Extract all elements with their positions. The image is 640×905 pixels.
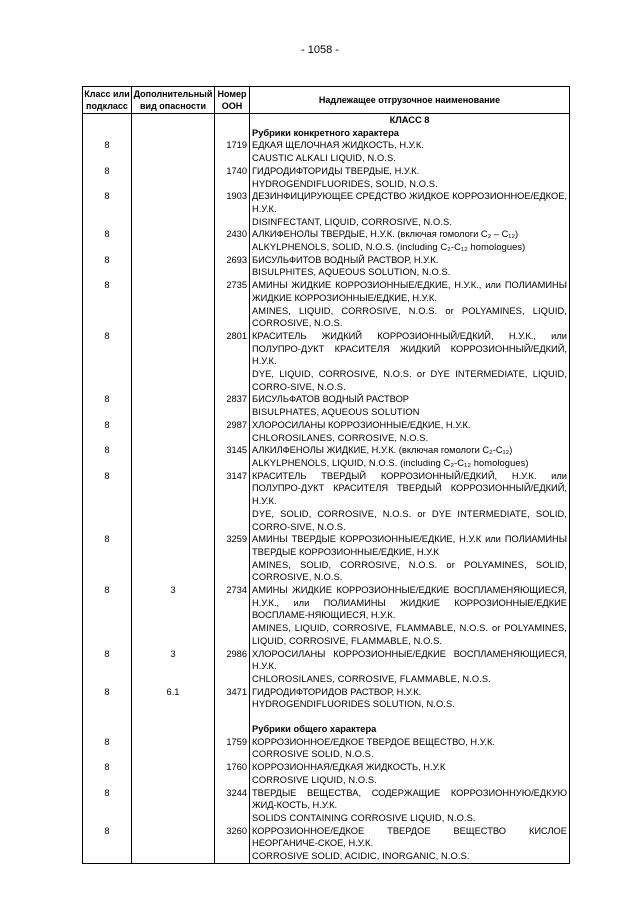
- class-cell: 8: [83, 139, 132, 164]
- shipping-name-en: BISULPHITES, AQUEOUS SOLUTION, N.O.S.: [252, 267, 451, 278]
- shipping-name-ru: ХЛОРОСИЛАНЫ КОРРОЗИОННЫЕ/ЕДКИЕ ВОСПЛАМЕНЯЮЩИЕСЯ, Н.У.К.: [252, 648, 567, 672]
- table-row: [83, 584, 570, 648]
- shipping-name-ru: АМИНЫ ЖИДКИЕ КОРРОЗИОННЫЕ/ЕДКИЕ, Н.У.К., или ПОЛИАМИНЫ ЖИДКИЕ КОРРОЗИОННЫЕ/ЕДКИЕ, Н.У.К.: [252, 280, 567, 303]
- shipping-name-en: DYE, LIQUID, CORROSIVE, N.O.S. or DYE INTERMEDIATE, LIQUID, CORRO-SIVE, N.O.S.: [252, 369, 567, 392]
- table-row: [83, 254, 570, 279]
- un-number-cell: 2430: [215, 228, 250, 253]
- class-cell: 8: [83, 787, 132, 825]
- un-number-cell: 2837: [215, 393, 250, 418]
- header-subsidiary-risk: Дополнительный вид опасности: [132, 87, 215, 114]
- shipping-name-en: AMINES, LIQUID, CORROSIVE, FLAMMABLE, N.O.S. or POLYAMINES, LIQUID, CORROSIVE, FLAMMABLE, N.O.S.: [252, 623, 567, 646]
- table-row: [83, 686, 570, 711]
- shipping-name-ru: БИСУЛЬФИТОВ ВОДНЫЙ РАСТВОР, Н.У.К.: [252, 254, 439, 265]
- subsidiary-risk-cell: [132, 825, 215, 864]
- shipping-name-en: HYDROGENDIFLUORIDES SOLUTION, N.O.S.: [252, 699, 455, 710]
- shipping-name-cell: [250, 533, 570, 584]
- shipping-name-ru: ТВЕРДЫЕ ВЕЩЕСТВА, СОДЕРЖАЩИЕ КОРРОЗИОННУЮ/ЕДКУЮ ЖИД-КОСТЬ, Н.У.К.: [252, 787, 567, 811]
- header-class: Класс или подкласс: [83, 87, 132, 114]
- shipping-name-ru: КОРРОЗИОННОЕ/ЕДКОЕ ТВЕРДОЕ ВЕЩЕСТВО КИСЛОЕ НЕОРГАНИЧЕ-СКОЕ, Н.У.К.: [252, 825, 567, 849]
- shipping-name-cell: [250, 736, 570, 761]
- shipping-name-ru: АЛКИФЕНОЛЫ ТВЕРДЫЕ, Н.У.К. (включая гомологи C₂ – C₁₂): [252, 229, 519, 240]
- shipping-name-en: HYDROGENDIFLUORIDES, SOLID, N.O.S.: [252, 178, 438, 189]
- shipping-name-en: CAUSTIC ALKALI LIQUID, N.O.S.: [252, 153, 396, 164]
- un-number-cell: 3260: [215, 825, 250, 864]
- shipping-name-cell: [250, 584, 570, 648]
- shipping-name-cell: [250, 787, 570, 825]
- shipping-name-ru: ГИДРОДИФТОРИДОВ РАСТВОР, Н.У.К.: [252, 686, 422, 697]
- table-row: [83, 330, 570, 394]
- shipping-name-ru: ХЛОРОСИЛАНЫ КОРРОЗИОННЫЕ/ЕДКИЕ, Н.У.К.: [252, 419, 471, 430]
- class-cell: 8: [83, 736, 132, 761]
- shipping-name-cell: [250, 761, 570, 786]
- subsidiary-risk-cell: [132, 787, 215, 825]
- subsidiary-risk-cell: 3: [132, 584, 215, 648]
- subsidiary-risk-cell: [132, 254, 215, 279]
- shipping-name-ru: КОРРОЗИОННОЕ/ЕДКОЕ ТВЕРДОЕ ВЕЩЕСТВО, Н.У.К.: [252, 736, 495, 747]
- un-number-cell: 2987: [215, 419, 250, 444]
- un-number-cell: 2734: [215, 584, 250, 648]
- shipping-name-ru: БИСУЛЬФАТОВ ВОДНЫЙ РАСТВОР: [252, 394, 410, 405]
- class-cell: 8: [83, 761, 132, 786]
- shipping-name-ru: АЛКИЛФЕНОЛЫ ЖИДКИЕ, Н.У.К. (включая гомологи C₂-C₁₂): [252, 445, 513, 456]
- subsidiary-risk-cell: 3: [132, 648, 215, 686]
- class-cell: 8: [83, 686, 132, 711]
- shipping-name-ru: КРАСИТЕЛЬ ТВЕРДЫЙ КОРРОЗИОННЫЙ/ЕДКИЙ, Н.У.К. или ПОЛУПРО-ДУКТ КРАСИТЕЛЯ ТВЕРДЫЙ КОРРОЗИОННЫЙ/ЕДКИЙ, Н.У.К.: [252, 470, 567, 507]
- class-cell: 8: [83, 330, 132, 394]
- subsidiary-risk-cell: [132, 761, 215, 786]
- un-number-cell: 3147: [215, 470, 250, 534]
- shipping-name-cell: [250, 139, 570, 164]
- shipping-name-cell: [250, 393, 570, 418]
- shipping-name-en: AMINES, SOLID, CORROSIVE, N.O.S. or POLYAMINES, SOLID, CORROSIVE, N.O.S.: [252, 559, 567, 583]
- shipping-name-en: BISULPHATES, AQUEOUS SOLUTION: [252, 407, 420, 418]
- subsidiary-risk-cell: [132, 736, 215, 761]
- class-cell: 8: [83, 584, 132, 648]
- shipping-name-ru: КРАСИТЕЛЬ ЖИДКИЙ КОРРОЗИОННЫЙ/ЕДКИЙ, Н.У.К., или ПОЛУПРО-ДУКТ КРАСИТЕЛЯ ЖИДКИЙ КОРРОЗИОННЫЙ/ЕДКИЙ, Н.У.К.: [252, 330, 567, 367]
- table-row: [83, 533, 570, 584]
- subsidiary-risk-cell: [132, 470, 215, 534]
- table-row: [83, 279, 570, 330]
- shipping-name-cell: [250, 444, 570, 469]
- class-title-row: [83, 114, 570, 127]
- table-row: [83, 787, 570, 825]
- class-cell: 8: [83, 254, 132, 279]
- table-row: [83, 825, 570, 864]
- shipping-name-cell: [250, 330, 570, 394]
- subsidiary-risk-cell: [132, 533, 215, 584]
- page-number: - 1058 -: [301, 44, 339, 56]
- shipping-name-en: DYE, SOLID, CORROSIVE, N.O.S. or DYE INTERMEDIATE, SOLID, CORRO-SIVE, N.O.S.: [252, 508, 567, 532]
- table-row: [83, 470, 570, 534]
- table-row: [83, 165, 570, 190]
- table-row: [83, 190, 570, 228]
- shipping-name-en: CHLOROSILANES, CORROSIVE, N.O.S.: [252, 432, 429, 443]
- shipping-name-en: DISINFECTANT, LIQUID, CORROSIVE, N.O.S.: [252, 216, 453, 227]
- class-cell: 8: [83, 419, 132, 444]
- subsidiary-risk-cell: [132, 330, 215, 394]
- shipping-name-en: CHLOROSILANES, CORROSIVE, FLAMMABLE, N.O.S.: [252, 673, 491, 684]
- shipping-name-ru: ДЕЗИНФИЦИРУЮЩЕЕ СРЕДСТВО ЖИДКОЕ КОРРОЗИОННОЕ/ЕДКОЕ, Н.У.К.: [252, 191, 567, 214]
- un-number-cell: 1740: [215, 165, 250, 190]
- shipping-name-ru: ГИДРОДИФТОРИДЫ ТВЕРДЫЕ, Н.У.К.: [252, 165, 420, 176]
- shipping-name-cell: [250, 419, 570, 444]
- class-cell: 8: [83, 165, 132, 190]
- un-number-cell: 1759: [215, 736, 250, 761]
- un-number-cell: 2986: [215, 648, 250, 686]
- subsidiary-risk-cell: [132, 444, 215, 469]
- table-row: [83, 444, 570, 469]
- subsidiary-risk-cell: [132, 279, 215, 330]
- class-cell: 8: [83, 648, 132, 686]
- shipping-name-cell: [250, 825, 570, 864]
- table-row: [83, 736, 570, 761]
- class-cell: 8: [83, 228, 132, 253]
- un-number-cell: 2735: [215, 279, 250, 330]
- subsidiary-risk-cell: 6.1: [132, 686, 215, 711]
- un-number-cell: 1719: [215, 139, 250, 164]
- un-number-cell: 3471: [215, 686, 250, 711]
- class-cell: 8: [83, 470, 132, 534]
- class-cell: 8: [83, 444, 132, 469]
- group-title-row: [83, 127, 570, 140]
- un-number-cell: 3244: [215, 787, 250, 825]
- un-number-cell: 3145: [215, 444, 250, 469]
- shipping-name-cell: [250, 254, 570, 279]
- general-group-title: Рубрики общего характера: [250, 723, 570, 736]
- shipping-name-cell: [250, 686, 570, 711]
- shipping-name-ru: КОРРОЗИОННАЯ/ЕДКАЯ ЖИДКОСТЬ, Н.У.К: [252, 762, 446, 773]
- table-row: [83, 228, 570, 253]
- table-row: [83, 139, 570, 164]
- group-title-row: [83, 723, 570, 736]
- shipping-name-en: ALKYLPHENOLS, LIQUID, N.O.S. (including C₂-C₁₂ homologues): [252, 457, 529, 468]
- specific-group-title: Рубрики конкретного характера: [250, 127, 570, 140]
- header-un-number: Номер ООН: [215, 87, 250, 114]
- table-row: [83, 648, 570, 686]
- class-cell: 8: [83, 393, 132, 418]
- subsidiary-risk-cell: [132, 393, 215, 418]
- un-number-cell: 1903: [215, 190, 250, 228]
- un-number-cell: 3259: [215, 533, 250, 584]
- shipping-name-en: CORROSIVE SOLID, ACIDIC, INORGANIC, N.O.S.: [252, 851, 470, 862]
- un-number-cell: 1760: [215, 761, 250, 786]
- shipping-name-cell: [250, 470, 570, 534]
- subsidiary-risk-cell: [132, 419, 215, 444]
- shipping-name-en: CORROSIVE SOLID, N.O.S.: [252, 749, 374, 760]
- header-shipping-name: Надлежащее отгрузочное наименование: [250, 87, 570, 114]
- shipping-name-cell: [250, 228, 570, 253]
- spacer-row: [83, 711, 570, 723]
- shipping-name-ru: АМИНЫ ТВЕРДЫЕ КОРРОЗИОННЫЕ/ЕДКИЕ, Н.У.К или ПОЛИАМИНЫ ТВЕРДЫЕ КОРРОЗИОННЫЕ/ЕДКИЕ, Н.У.К: [252, 534, 567, 557]
- shipping-name-en: SOLIDS CONTAINING CORROSIVE LIQUID, N.O.S.: [252, 812, 476, 823]
- table-row: [83, 761, 570, 786]
- class-title: КЛАСС 8: [250, 114, 570, 127]
- shipping-name-ru: АМИНЫ ЖИДКИЕ КОРРОЗИОННЫЕ/ЕДКИЕ ВОСПЛАМЕНЯЮЩИЕСЯ, Н.У.К., или ПОЛИАМИНЫ ЖИДКИЕ КОРРОЗИОННЫЕ/ЕДКИЕ ВОСПЛАМЕ-НЯЮЩИЕСЯ, Н.У.К.: [252, 585, 567, 621]
- table-row: [83, 393, 570, 418]
- shipping-name-en: CORROSIVE LIQUID, N.O.S.: [252, 774, 377, 785]
- shipping-name-cell: [250, 648, 570, 686]
- subsidiary-risk-cell: [132, 228, 215, 253]
- class-cell: 8: [83, 825, 132, 864]
- shipping-name-ru: ЕДКАЯ ЩЕЛОЧНАЯ ЖИДКОСТЬ, Н.У.К.: [252, 140, 424, 151]
- dangerous-goods-table: [82, 86, 570, 864]
- subsidiary-risk-cell: [132, 190, 215, 228]
- subsidiary-risk-cell: [132, 139, 215, 164]
- class-cell: 8: [83, 533, 132, 584]
- class-cell: 8: [83, 190, 132, 228]
- un-number-cell: 2801: [215, 330, 250, 394]
- shipping-name-en: AMINES, LIQUID, CORROSIVE, N.O.S. or POLYAMINES, LIQUID, CORROSIVE, N.O.S.: [252, 305, 567, 329]
- table-header-row: [83, 87, 570, 114]
- shipping-name-en: ALKYLPHENOLS, SOLID, N.O.S. (including C₂-C₁₂ homologues): [252, 242, 526, 253]
- shipping-name-cell: [250, 165, 570, 190]
- class-cell: 8: [83, 279, 132, 330]
- shipping-name-cell: [250, 279, 570, 330]
- shipping-name-cell: [250, 190, 570, 228]
- subsidiary-risk-cell: [132, 165, 215, 190]
- table-row: [83, 419, 570, 444]
- un-number-cell: 2693: [215, 254, 250, 279]
